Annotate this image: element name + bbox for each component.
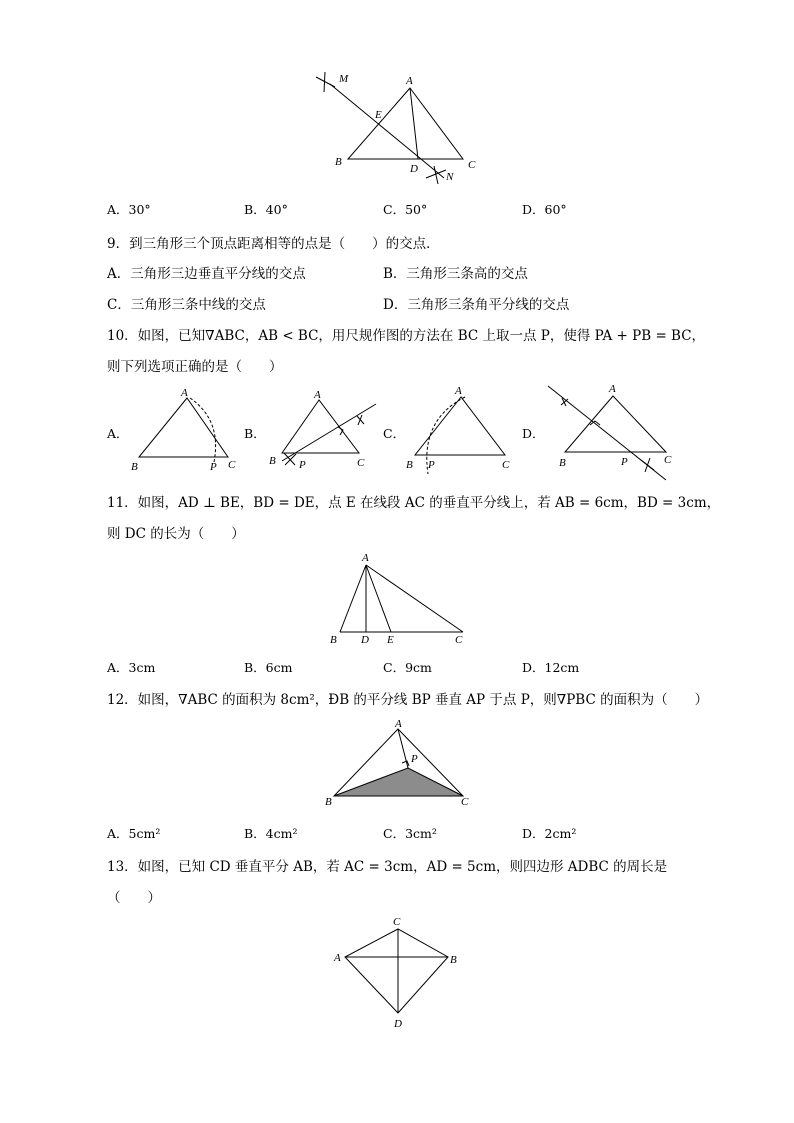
q11-option-c[interactable]: C．9cm	[383, 660, 432, 675]
q10-option-c[interactable]: C．	[383, 426, 406, 441]
q8-option-d[interactable]: D．60°	[522, 202, 567, 217]
q11-option-a[interactable]: A．3cm	[107, 660, 156, 675]
q12-shaded-triangle	[334, 768, 463, 796]
q12-option-c[interactable]: C．3cm²	[383, 826, 437, 841]
q11-label-E: E	[387, 634, 394, 646]
q11-label-B: B	[330, 634, 337, 646]
q10a-label-A: A	[181, 387, 188, 399]
q13-label-B: B	[450, 954, 457, 966]
q8-option-b[interactable]: B．40°	[244, 202, 288, 217]
q10d-label-P: P	[621, 456, 628, 468]
q8-option-c[interactable]: C．50°	[383, 202, 428, 217]
q8-label-B: B	[335, 156, 342, 168]
q13-label-C: C	[393, 916, 401, 928]
q11-label-D: D	[361, 634, 369, 646]
q10c-label-P: P	[428, 459, 435, 471]
q8-label-E: E	[375, 109, 382, 121]
q12-label-P: P	[411, 753, 418, 765]
q8-option-a[interactable]: A．30°	[107, 202, 151, 217]
q10b-label-C: C	[357, 457, 365, 469]
q13-figure	[0, 905, 794, 1035]
q10d-label-C: C	[664, 454, 672, 466]
q11-option-d[interactable]: D．12cm	[522, 660, 580, 675]
q10c-label-C: C	[502, 459, 510, 471]
q11-label-A: A	[362, 552, 369, 564]
q11-option-b[interactable]: B．6cm	[244, 660, 293, 675]
q12-label-B: B	[325, 796, 332, 808]
q12-label-A: A	[395, 718, 402, 730]
q10-option-b[interactable]: B．	[244, 426, 266, 441]
q10-stem-line2: 则下列选项正确的是（ ）	[107, 359, 283, 375]
q12-option-a[interactable]: A．5cm²	[107, 826, 161, 841]
q10b-label-B: B	[269, 455, 276, 467]
q10b-label-A: A	[314, 389, 321, 401]
q12-option-b[interactable]: B．4cm²	[244, 826, 298, 841]
q9-stem: 9．到三角形三个顶点距离相等的点是（ ）的交点．	[107, 236, 440, 252]
q8-label-D: D	[410, 163, 418, 175]
q11-stem-line1: 11．如图，AD ⊥ BE，BD = DE，点 E 在线段 AC 的垂直平分线上，若 AB = 6cm，BD = 3cm，	[107, 495, 721, 511]
q12-label-C: C	[461, 796, 469, 808]
q8-label-M: M	[339, 73, 349, 85]
q13-label-A: A	[334, 952, 341, 964]
q13-label-D: D	[394, 1018, 402, 1030]
q10b-label-P: P	[299, 459, 306, 471]
q12-figure	[0, 715, 794, 815]
q8-figure	[0, 0, 794, 200]
q10a-label-C: C	[228, 459, 236, 471]
q9-option-a[interactable]: A．三角形三边垂直平分线的交点	[107, 266, 306, 282]
q10c-label-B: B	[406, 459, 413, 471]
q8-label-A: A	[406, 75, 413, 87]
q9-option-b[interactable]: B．三角形三条高的交点	[383, 266, 528, 282]
q10-figures	[0, 380, 794, 475]
q12-option-d[interactable]: D．2cm²	[522, 826, 577, 841]
q8-label-C: C	[468, 159, 476, 171]
q10a-label-P: P	[210, 461, 217, 473]
q10-option-d[interactable]: D．	[522, 426, 545, 441]
q8-label-N: N	[446, 171, 454, 183]
q10c-label-A: A	[455, 385, 462, 397]
q10d-label-A: A	[609, 383, 616, 395]
q10a-label-B: B	[131, 461, 138, 473]
q10d-label-B: B	[559, 457, 566, 469]
q11-figure	[0, 545, 794, 650]
q13-stem-line2: （ ）	[107, 890, 161, 906]
q12-stem: 12．如图，∇ABC 的面积为 8cm²，ÐB 的平分线 BP 垂直 AP 于点 P，则∇PBC 的面积为（ ）	[107, 692, 709, 708]
q13-stem-line1: 13．如图，已知 CD 垂直平分 AB，若 AC = 3cm，AD = 5cm，则四边形 ADBC 的周长是	[107, 859, 668, 875]
q10-option-a[interactable]: A．	[107, 426, 129, 441]
q11-stem-line2: 则 DC 的长为（ ）	[107, 526, 245, 542]
q9-option-d[interactable]: D．三角形三条角平分线的交点	[383, 297, 570, 313]
q10-stem-line1: 10．如图，已知∇ABC，AB < BC，用尺规作图的方法在 BC 上取一点 P，使得 PA + PB = BC，	[107, 328, 706, 344]
q9-option-c[interactable]: C．三角形三条中线的交点	[107, 297, 266, 313]
q11-label-C: C	[455, 634, 463, 646]
